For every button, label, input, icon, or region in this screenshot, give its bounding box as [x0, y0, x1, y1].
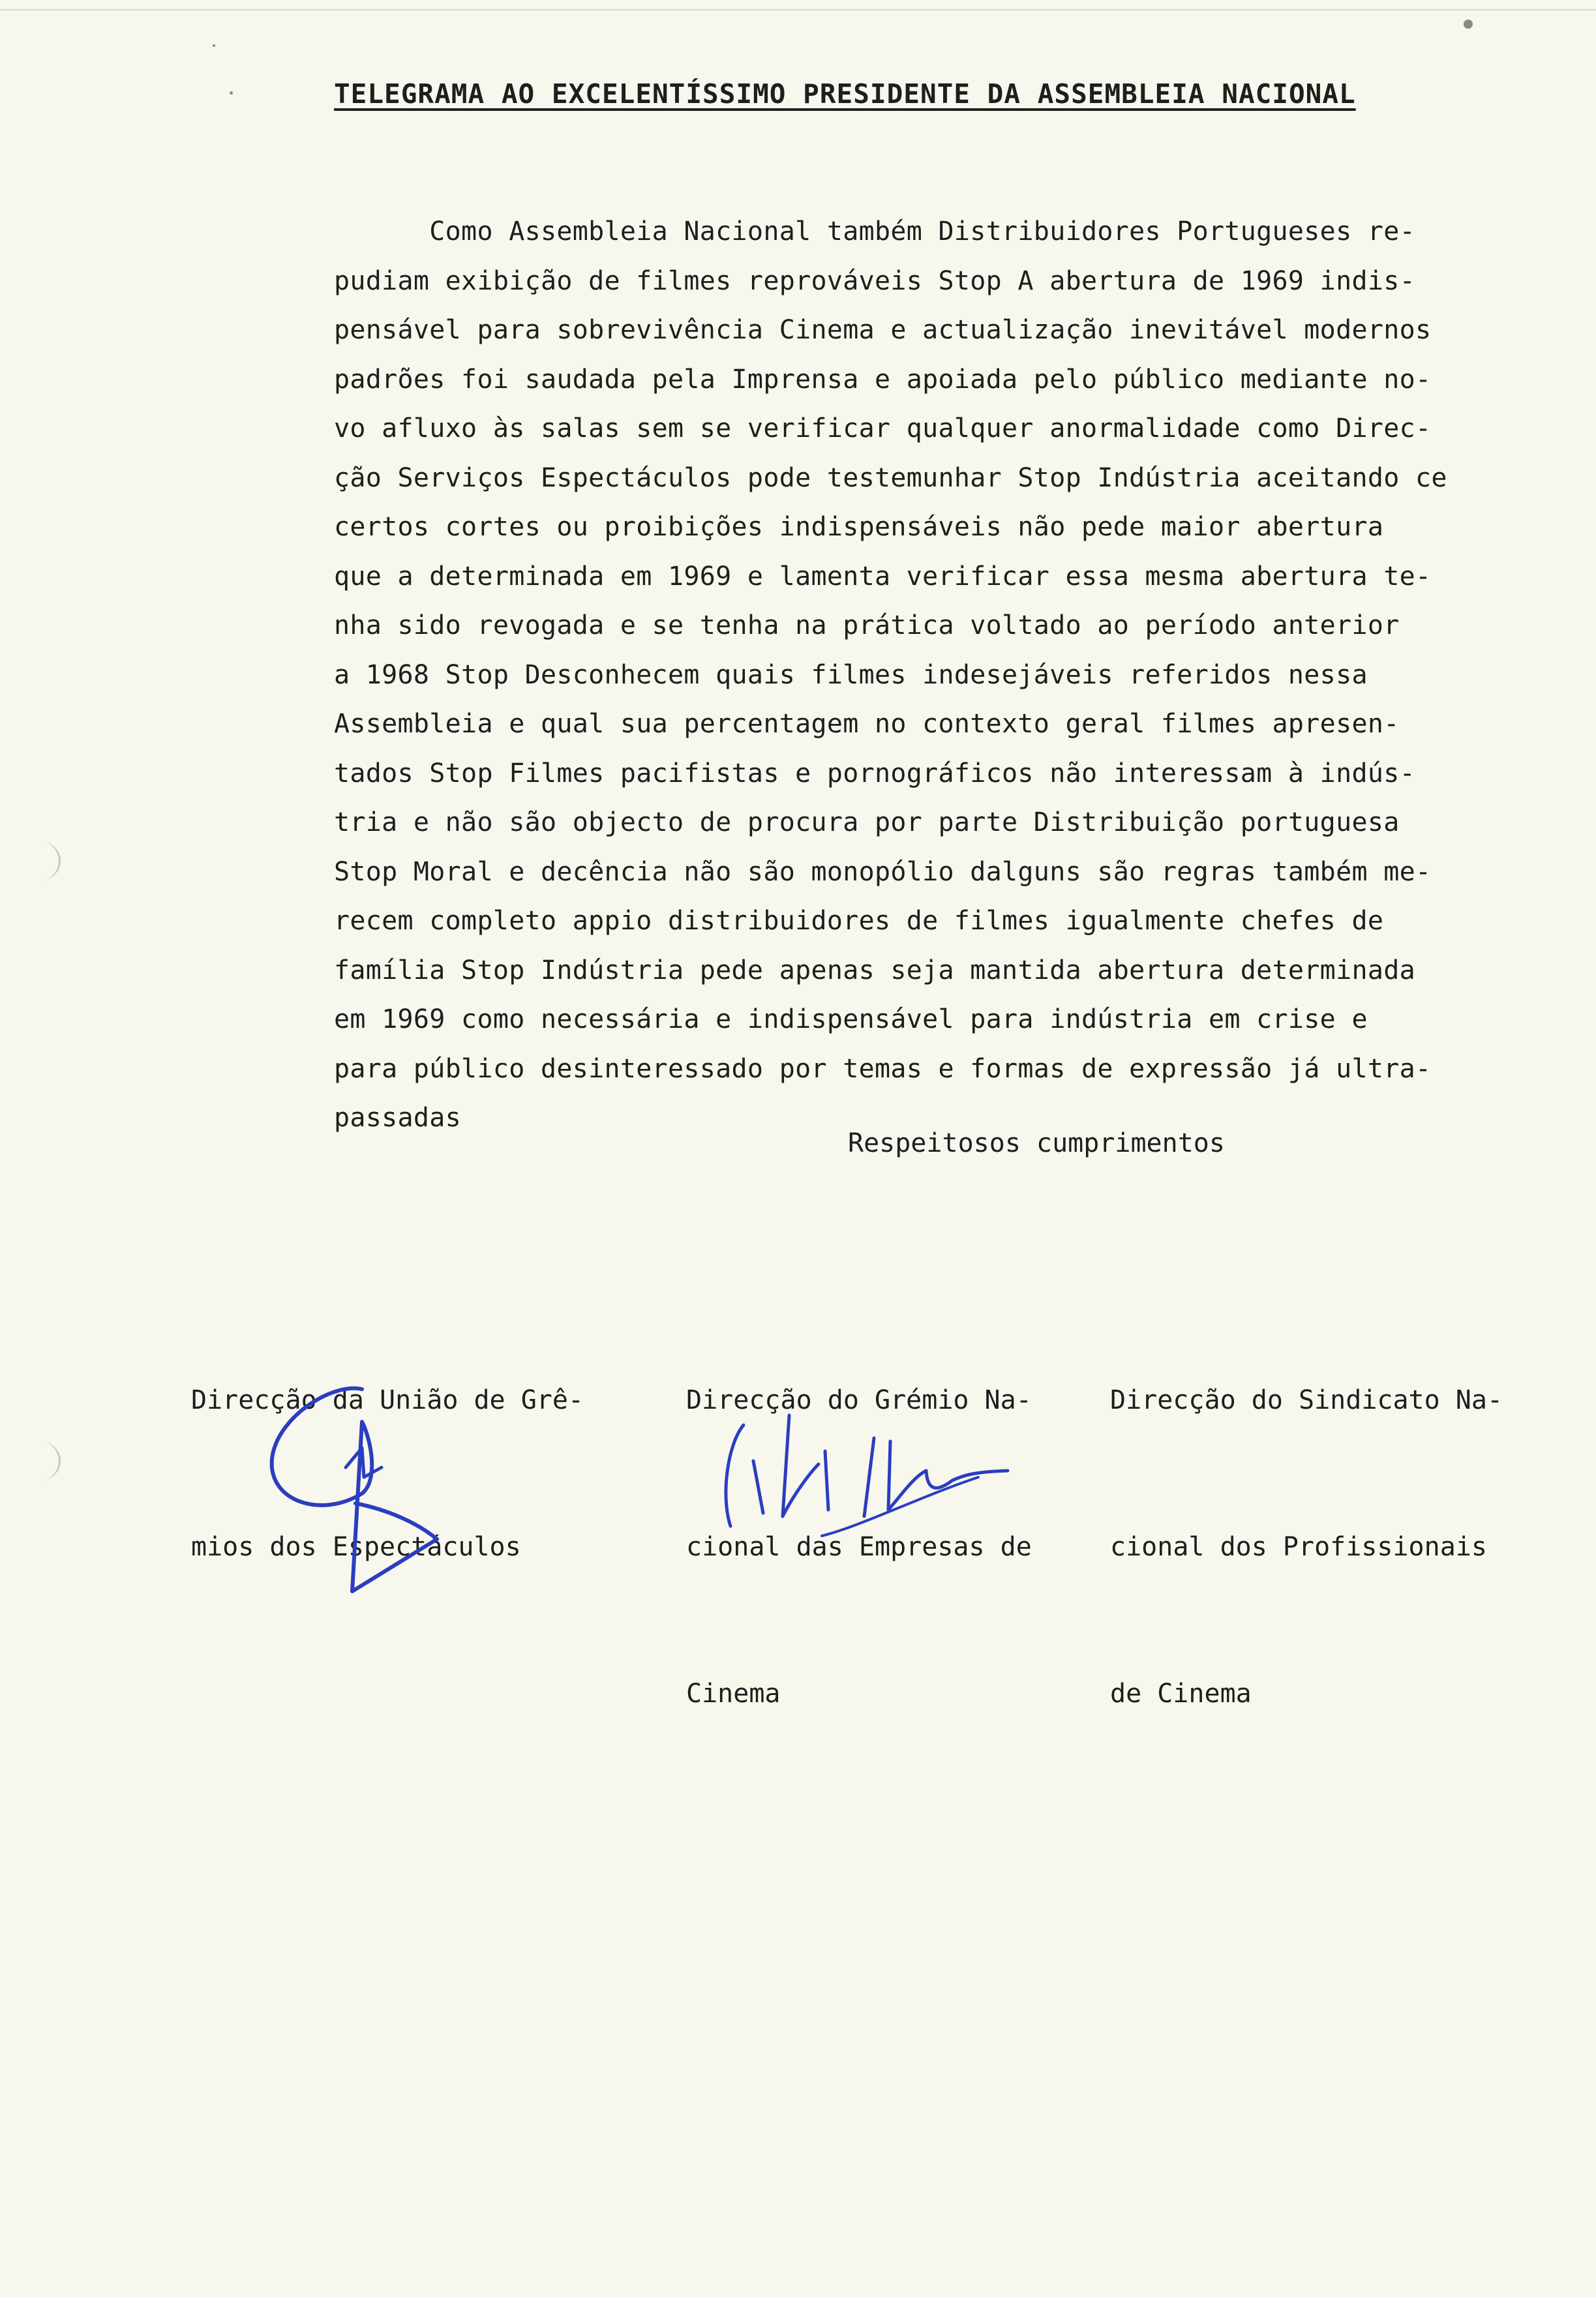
body-line: passadas — [334, 1103, 462, 1133]
body-line: pensável para sobrevivência Cinema e actualização inevitável modernos — [334, 315, 1432, 345]
body-line: a 1968 Stop Desconhecem quais filmes indesejáveis referidos nessa — [334, 659, 1368, 690]
signatory-line: Direcção do Grémio Na- — [686, 1385, 1032, 1415]
body-line: que a determinada em 1969 e lamenta verificar essa mesma abertura te- — [334, 561, 1432, 592]
body-line: família Stop Indústria pede apenas seja mantida abertura determinada — [334, 955, 1415, 985]
body-line: Assembleia e qual sua percentagem no contexto geral filmes apresen- — [334, 709, 1400, 739]
closing-salutation: Respeitosos cumprimentos — [848, 1128, 1225, 1158]
body-line: para público desinteressado por temas e formas de expressão já ultra- — [334, 1053, 1432, 1084]
body-line: em 1969 como necessária e indispensável para indústria em crise e — [334, 1004, 1368, 1034]
signatory-line: Direcção da União de Grê- — [191, 1385, 584, 1415]
handwritten-signature-2 — [711, 1399, 1024, 1549]
signatory-line: de Cinema — [1110, 1679, 1252, 1709]
signatory-line: mios dos Espectáculos — [191, 1532, 521, 1562]
body-line: nha sido revogada e se tenha na prática voltado ao período anterior — [334, 610, 1400, 640]
body-line: tria e não são objecto de procura por parte Distribuição portuguesa — [334, 807, 1400, 837]
signatory-line: Direcção do Sindicato Na- — [1110, 1385, 1503, 1415]
signatory-line: Cinema — [686, 1679, 781, 1709]
body-line: certos cortes ou proibições indispensáveis não pede maior abertura — [334, 512, 1384, 542]
body-line: pudiam exibição de filmes reprováveis Stop A abertura de 1969 indis- — [334, 265, 1415, 296]
signatory-line: cional dos Profissionais — [1110, 1532, 1487, 1562]
punch-hole-lower — [20, 1441, 61, 1480]
body-line: tados Stop Filmes pacifistas e pornográficos não interessam à indús- — [334, 758, 1415, 788]
handwritten-signature-1 — [248, 1370, 457, 1604]
signatory-sindicato-nacional — [1110, 1278, 1503, 1767]
page-top-edge — [0, 9, 1596, 10]
body-line: vo afluxo às salas sem se verificar qualquer anormalidade como Direc- — [334, 413, 1432, 443]
punch-hole-upper — [20, 841, 61, 880]
signatory-line: cional das Empresas de — [686, 1532, 1032, 1562]
ink-speck — [230, 91, 233, 95]
body-line: ção Serviços Espectáculos pode testemunhar Stop Indústria aceitando ce — [334, 462, 1447, 493]
telegram-body — [334, 207, 1554, 1143]
ink-speck — [1464, 20, 1473, 29]
body-line: Stop Moral e decência não são monopólio dalguns são regras também me- — [334, 856, 1432, 887]
telegram-title: TELEGRAMA AO EXCELENTÍSSIMO PRESIDENTE DA ASSEMBLEIA NACIONAL — [334, 78, 1356, 110]
ink-speck — [213, 44, 215, 47]
body-line: padrões foi saudada pela Imprensa e apoiada pelo público mediante no- — [334, 364, 1432, 395]
body-line: Como Assembleia Nacional também Distribuidores Portugueses re- — [334, 217, 1415, 247]
body-line: recem completo appio distribuidores de filmes igualmente chefes de — [334, 906, 1384, 936]
